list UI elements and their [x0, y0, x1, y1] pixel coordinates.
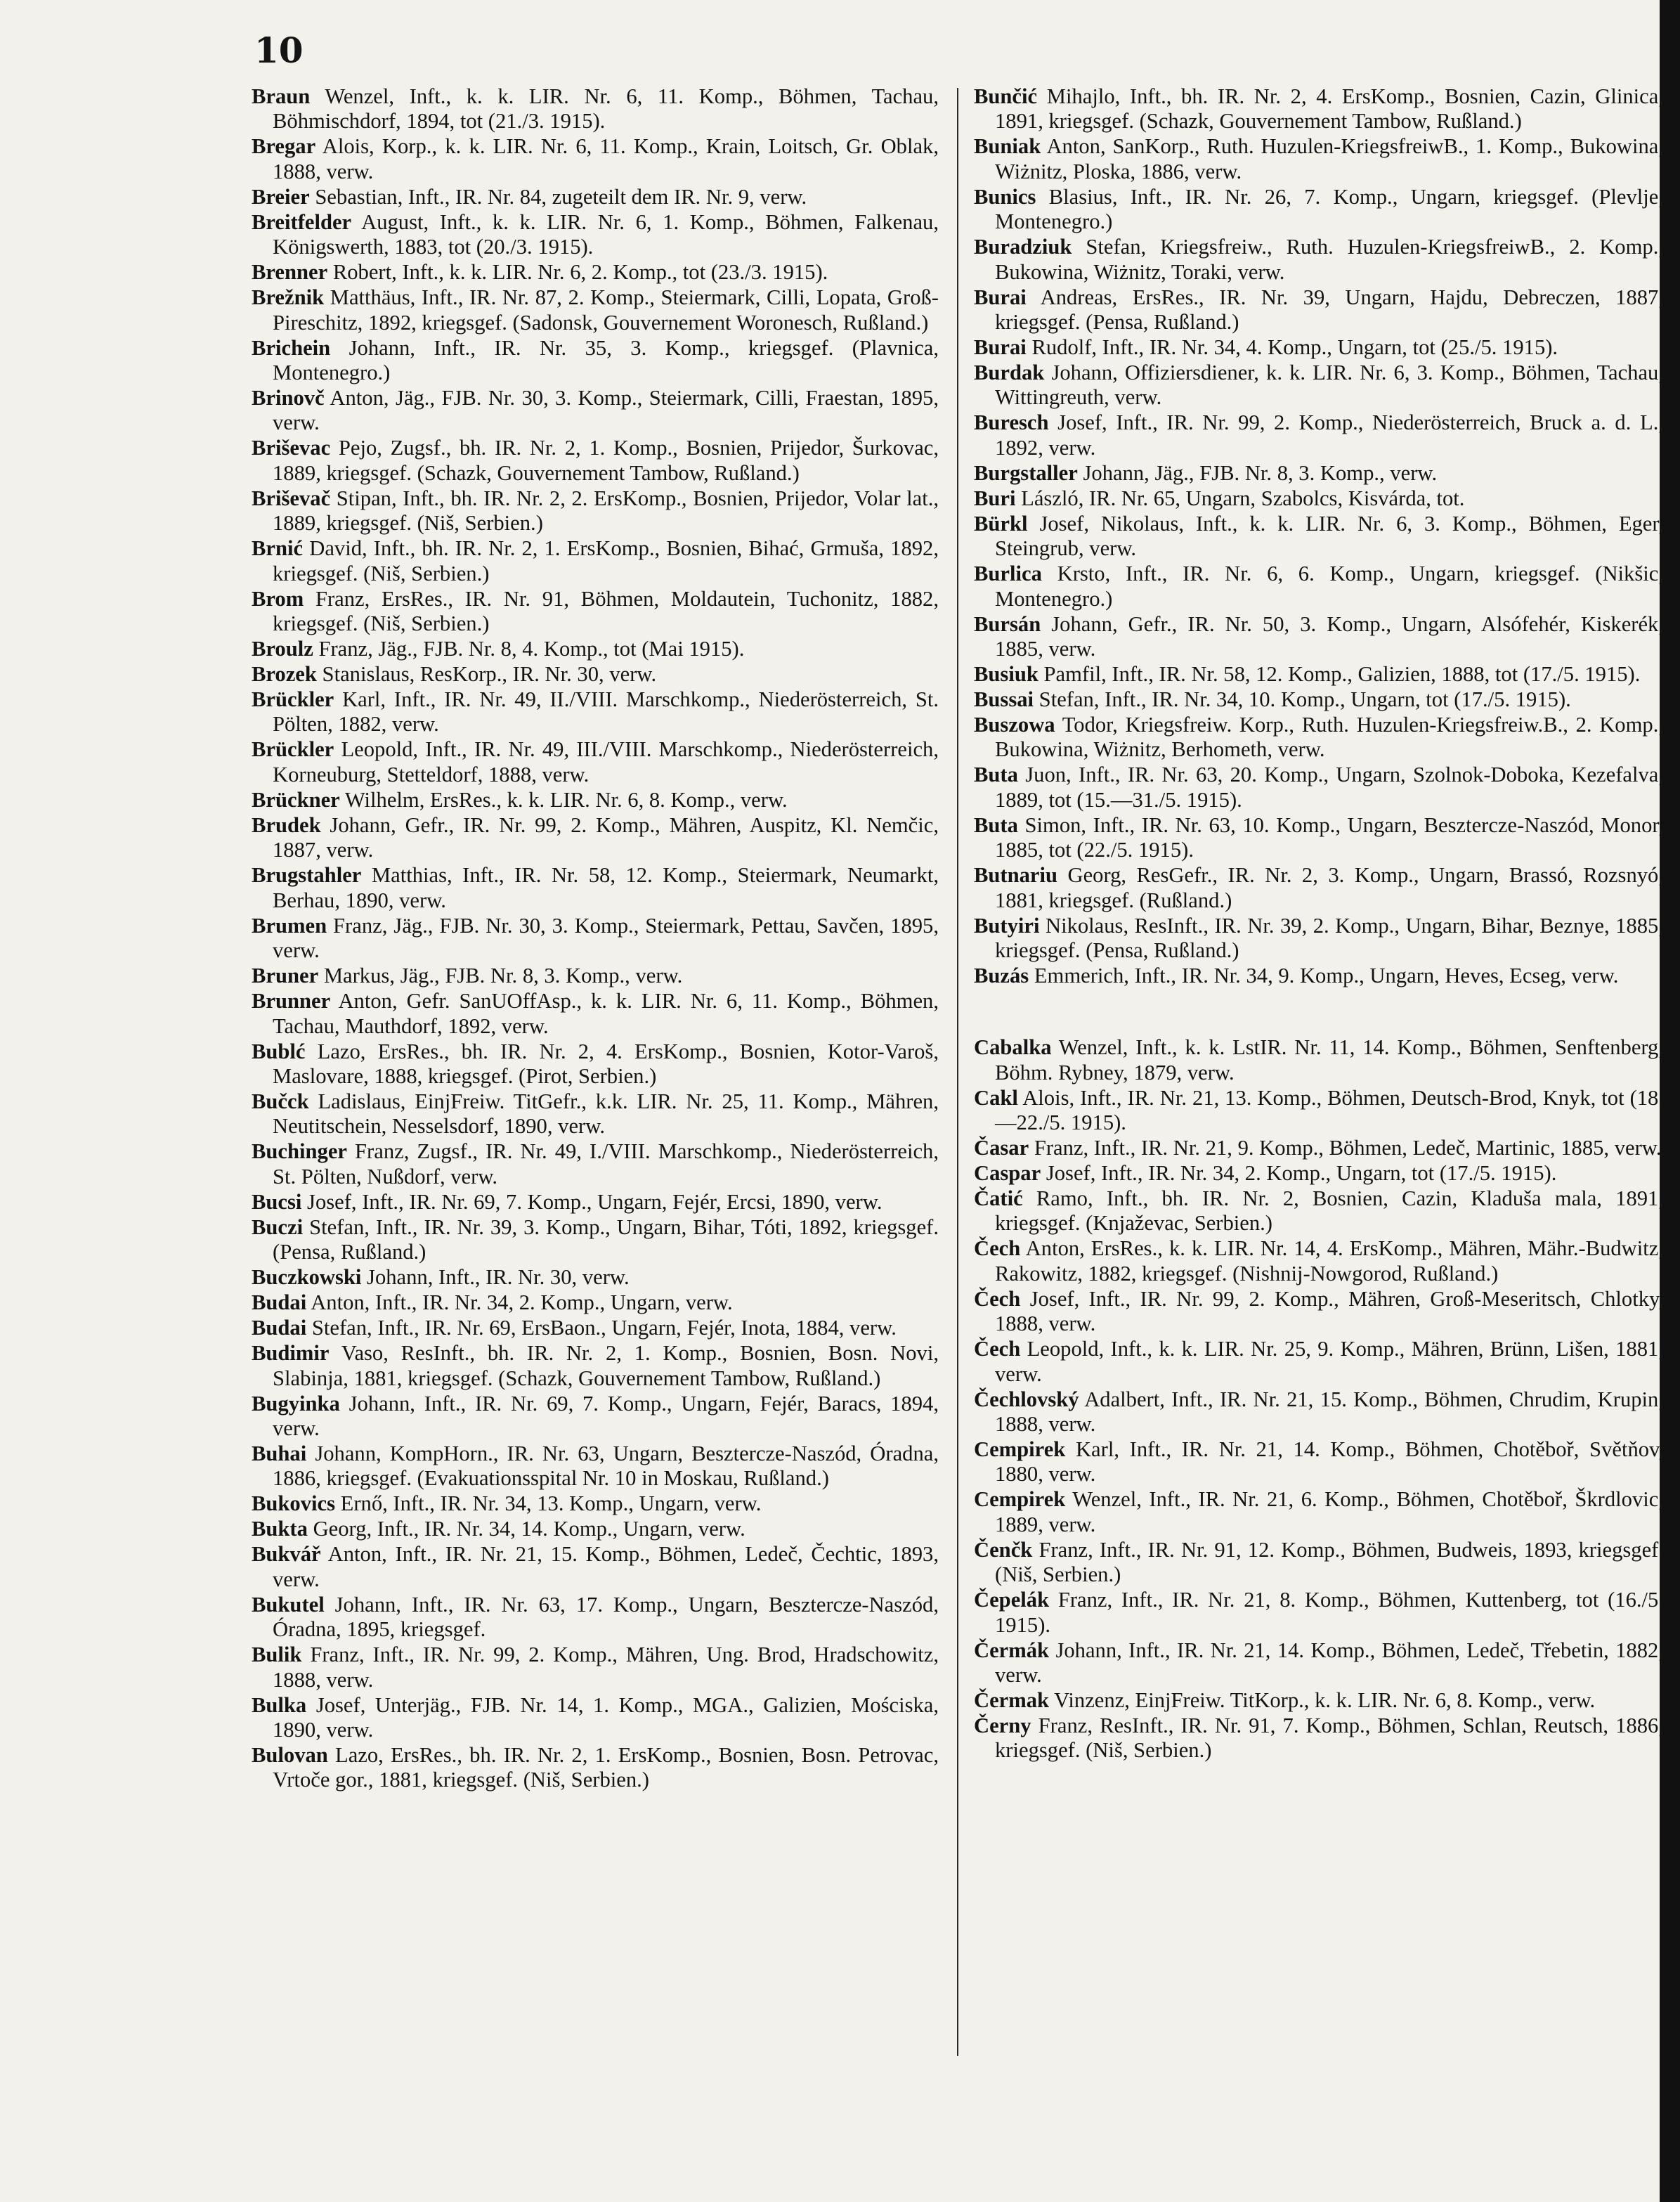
- entry-surname: Bürkl: [974, 511, 1028, 536]
- entry-details: Stefan, Kriegsfreiw., Ruth. Huzulen-KriegsfreiwB., 2. Komp., Bukowina, Wiżnitz, Toraki, verw.: [995, 235, 1664, 284]
- entry-surname: Bulka: [252, 1692, 307, 1717]
- entry-details: Simon, Inft., IR. Nr. 63, 10. Komp., Ungarn, Besztercze-Naszód, Monor, 1885, tot (22./5. 1915).: [995, 812, 1664, 862]
- register-entry: [252, 1089, 939, 1139]
- register-entry: [252, 260, 939, 285]
- register-entry: [252, 1139, 939, 1189]
- register-entry: [252, 788, 939, 812]
- entry-details: Stefan, Inft., IR. Nr. 69, ErsBaon., Ungarn, Fejér, Inota, 1884, verw.: [306, 1316, 897, 1340]
- register-entry: [252, 1290, 939, 1315]
- register-entry: [974, 763, 1664, 812]
- entry-surname: Čepelák: [974, 1588, 1050, 1612]
- section-gap: [974, 989, 1664, 1035]
- entry-details: Johann, Inft., IR. Nr. 69, 7. Komp., Ungarn, Fejér, Baracs, 1894, verw.: [273, 1391, 939, 1440]
- register-entry: [252, 1542, 939, 1592]
- entry-surname: Budai: [252, 1290, 307, 1315]
- entry-surname: Brunner: [252, 989, 331, 1013]
- register-entry: [252, 1643, 939, 1692]
- entry-surname: Burdak: [974, 361, 1045, 385]
- entry-details: Johann, Inft., IR. Nr. 21, 14. Komp., Böhmen, Ledeč, Třebetin, 1882, verw.: [995, 1638, 1664, 1687]
- entry-details: Nikolaus, ResInft., IR. Nr. 39, 2. Komp., Ungarn, Bihar, Beznye, 1885, kriegsgef. (Pensa, Rußland.): [995, 913, 1664, 963]
- register-entry: [974, 562, 1664, 611]
- c-entries-block: [974, 1035, 1664, 1763]
- register-entry: [252, 1341, 939, 1391]
- register-entry: [974, 612, 1664, 662]
- register-entry: [974, 687, 1664, 712]
- entry-surname: Cakl: [974, 1085, 1018, 1110]
- entry-details: Franz, Inft., IR. Nr. 21, 9. Komp., Böhmen, Ledeč, Martinic, 1885, verw.: [1029, 1135, 1662, 1160]
- entry-details: Andreas, ErsRes., IR. Nr. 39, Ungarn, Hajdu, Debreczen, 1887, kriegsgef. (Pensa, Rußland.): [995, 285, 1664, 335]
- entry-surname: Bucsi: [252, 1189, 302, 1214]
- entry-details: Wilhelm, ErsRes., k. k. LIR. Nr. 6, 8. Komp., verw.: [339, 787, 788, 812]
- register-entry: [974, 1688, 1664, 1713]
- entry-details: Juon, Inft., IR. Nr. 63, 20. Komp., Ungarn, Szolnok-Doboka, Kezefalva, 1889, tot (15.—31./5. 1915).: [995, 763, 1664, 812]
- entry-surname: Caspar: [974, 1160, 1041, 1185]
- register-entry: [252, 1316, 939, 1340]
- entry-details: Alois, Korp., k. k. LIR. Nr. 6, 11. Komp., Krain, Loitsch, Gr. Oblak, 1888, verw.: [273, 134, 939, 183]
- entry-details: Anton, SanKorp., Ruth. Huzulen-KriegsfreiwB., 1. Komp., Bukowina, Wiżnitz, Ploska, 1886, verw.: [995, 134, 1664, 183]
- entry-details: Mihajlo, Inft., bh. IR. Nr. 2, 4. ErsKomp., Bosnien, Cazin, Glinica, 1891, kriegsgef. (Schazk, Gouvernement Tambow, Rußland.): [995, 84, 1664, 134]
- entry-surname: Briševac: [252, 436, 331, 460]
- entry-details: Franz, Inft., IR. Nr. 21, 8. Komp., Böhmen, Kuttenberg, tot (16./5. 1915).: [995, 1588, 1664, 1637]
- entry-surname: Brenner: [252, 260, 328, 285]
- entry-details: Johann, KompHorn., IR. Nr. 63, Ungarn, Besztercze-Naszód, Óradna, 1886, kriegsgef. (Evakuationsspital Nr. 10 in Moskau, Rußland.): [273, 1441, 939, 1491]
- entry-details: Anton, Jäg., FJB. Nr. 30, 3. Komp., Steiermark, Cilli, Fraestan, 1895, verw.: [273, 386, 939, 435]
- entry-details: Josef, Nikolaus, Inft., k. k. LIR. Nr. 6, 3. Komp., Böhmen, Eger, Steingrub, verw.: [995, 511, 1664, 561]
- entry-details: Johann, Inft., IR. Nr. 30, verw.: [361, 1265, 630, 1290]
- entry-details: Josef, Inft., IR. Nr. 69, 7. Komp., Ungarn, Fejér, Ercsi, 1890, verw.: [301, 1189, 883, 1214]
- register-entry: [974, 1035, 1664, 1085]
- entry-details: Todor, Kriegsfreiw. Korp., Ruth. Huzulen-Kriegsfreiw.B., 2. Komp., Bukowina, Wiżnitz, Berhometh, verw.: [995, 713, 1664, 762]
- register-entry: [252, 134, 939, 184]
- entry-details: Vinzenz, EinjFreiw. TitKorp., k. k. LIR. Nr. 6, 8. Komp., verw.: [1049, 1688, 1596, 1712]
- entry-details: Lazo, ErsRes., bh. IR. Nr. 2, 4. ErsKomp., Bosnien, Kotor-Varoš, Maslovare, 1888, kriegsgef. (Pirot, Serbien.): [273, 1039, 939, 1088]
- entry-surname: Burgstaller: [974, 460, 1078, 485]
- entry-details: Pejo, Zugsf., bh. IR. Nr. 2, 1. Komp., Bosnien, Prijedor, Šurkovac, 1889, kriegsgef. (Schazk, Gouvernement Tambow, Rußland.): [273, 436, 939, 485]
- entry-details: Leopold, Inft., IR. Nr. 49, III./VIII. Marschkomp., Niederösterreich, Korneuburg, Stetteldorf, 1888, verw.: [273, 737, 939, 786]
- entry-surname: Briševač: [252, 486, 331, 510]
- entry-details: Johann, Gefr., IR. Nr. 50, 3. Komp., Ungarn, Alsófehér, Kiskerék, 1885, verw.: [995, 611, 1664, 661]
- entry-surname: Brückler: [252, 687, 334, 712]
- entry-surname: Bussai: [974, 687, 1034, 712]
- register-entry: [974, 1337, 1664, 1387]
- entry-surname: Buchinger: [252, 1139, 347, 1164]
- register-entry: [974, 235, 1664, 285]
- register-entry: [974, 713, 1664, 763]
- entry-details: Vaso, ResInft., bh. IR. Nr. 2, 1. Komp., Bosnien, Bosn. Novi, Slabinja, 1881, kriegsgef. (Schazk, Gouvernement Tambow, Rußland.): [273, 1341, 939, 1390]
- register-entry: [974, 813, 1664, 863]
- entry-surname: Buczkowski: [252, 1265, 362, 1290]
- register-entry: [252, 1593, 939, 1643]
- entry-surname: Čech: [974, 1236, 1021, 1261]
- entry-surname: Brom: [252, 586, 304, 611]
- entry-details: Karl, Inft., IR. Nr. 49, II./VIII. Marschkomp., Niederösterreich, St. Pölten, 1882, verw.: [273, 687, 939, 737]
- entry-surname: Bulovan: [252, 1742, 328, 1767]
- register-entry: [252, 285, 939, 335]
- register-entry: [974, 914, 1664, 964]
- entry-surname: Buniak: [974, 134, 1041, 159]
- entry-details: Emmerich, Inft., IR. Nr. 34, 9. Komp., Ungarn, Heves, Ecseg, verw.: [1029, 964, 1619, 988]
- entry-surname: Černy: [974, 1713, 1031, 1737]
- register-entry: [974, 486, 1664, 511]
- entry-details: David, Inft., bh. IR. Nr. 2, 1. ErsKomp., Bosnien, Bihać, Grmuša, 1892, kriegsgef. (Niš, Serbien.): [273, 536, 939, 585]
- entry-surname: Brückler: [252, 737, 334, 762]
- register-entry: [252, 687, 939, 737]
- entry-surname: Brudek: [252, 812, 321, 837]
- entry-surname: Bregar: [252, 134, 316, 159]
- register-entry: [974, 1287, 1664, 1337]
- entry-details: Matthias, Inft., IR. Nr. 58, 12. Komp., Steiermark, Neumarkt, Berhau, 1890, verw.: [273, 863, 939, 912]
- entry-details: Stanislaus, ResKorp., IR. Nr. 30, verw.: [316, 662, 657, 687]
- entry-details: Stefan, Inft., IR. Nr. 39, 3. Komp., Ungarn, Bihar, Tóti, 1892, kriegsgef. (Pensa, Rußland.): [273, 1215, 939, 1264]
- register-entry: [974, 1588, 1664, 1638]
- register-entry: [252, 1265, 939, 1290]
- entry-details: Josef, Inft., IR. Nr. 34, 2. Komp., Ungarn, tot (17./5. 1915).: [1041, 1160, 1557, 1185]
- register-entry: [252, 813, 939, 863]
- entry-surname: Busiuk: [974, 662, 1038, 687]
- entry-details: Leopold, Inft., k. k. LIR. Nr. 25, 9. Komp., Mähren, Brünn, Lišen, 1881, verw.: [995, 1337, 1664, 1386]
- entry-details: Matthäus, Inft., IR. Nr. 87, 2. Komp., Steiermark, Cilli, Lopata, Groß-Pireschitz, 1892, kriegsgef. (Sadonsk, Gouvernement Woronesch, Rußland.): [273, 285, 939, 335]
- entry-details: Franz, Zugsf., IR. Nr. 49, I./VIII. Marschkomp., Niederösterreich, St. Pölten, Nußdorf, verw.: [273, 1139, 939, 1189]
- entry-surname: Čech: [974, 1337, 1021, 1361]
- entry-surname: Bursán: [974, 611, 1041, 636]
- entry-surname: Časar: [974, 1135, 1029, 1160]
- register-entry: [974, 662, 1664, 687]
- register-entry: [252, 486, 939, 536]
- entry-surname: Breitfelder: [252, 209, 352, 234]
- entry-surname: Bublć: [252, 1039, 306, 1063]
- register-entry: [974, 1136, 1664, 1160]
- register-entry: [252, 84, 939, 134]
- entry-surname: Budai: [252, 1316, 307, 1340]
- left-column: [252, 84, 939, 1793]
- entry-surname: Buszowa: [974, 713, 1055, 737]
- register-entry: [974, 863, 1664, 913]
- register-entry: [974, 410, 1664, 460]
- entry-details: Ladislaus, EinjFreiw. TitGefr., k.k. LIR. Nr. 25, 11. Komp., Mähren, Neutitschein, Nesselsdorf, 1890, verw.: [273, 1089, 939, 1139]
- entry-details: Anton, Gefr. SanUOffAsp., k. k. LIR. Nr. 6, 11. Komp., Böhmen, Tachau, Mauthdorf, 1892, verw.: [273, 989, 939, 1038]
- register-entry: [252, 185, 939, 209]
- entry-details: Ernő, Inft., IR. Nr. 34, 13. Komp., Ungarn, verw.: [335, 1491, 762, 1516]
- entry-details: Johann, Jäg., FJB. Nr. 8, 3. Komp., verw.: [1077, 460, 1438, 485]
- entry-details: Markus, Jäg., FJB. Nr. 8, 3. Komp., verw.: [318, 964, 683, 988]
- entry-details: Wenzel, Inft., k. k. LIR. Nr. 6, 11. Komp., Böhmen, Tachau, Böhmischdorf, 1894, tot (21./3. 1915).: [273, 84, 939, 134]
- entry-surname: Budimir: [252, 1341, 330, 1366]
- register-entry: [974, 84, 1664, 134]
- entry-surname: Buta: [974, 763, 1018, 787]
- entry-details: Franz, Jäg., FJB. Nr. 30, 3. Komp., Steiermark, Pettau, Savčen, 1895, verw.: [273, 913, 939, 963]
- entry-surname: Brumen: [252, 913, 327, 938]
- entry-details: Johann, Inft., IR. Nr. 35, 3. Komp., kriegsgef. (Plavnica, Montenegro.): [273, 335, 939, 385]
- entry-details: Georg, ResGefr., IR. Nr. 2, 3. Komp., Ungarn, Brassó, Rozsnyó, 1881, kriegsgef. (Rußland.): [995, 863, 1664, 912]
- entry-surname: Čech: [974, 1286, 1021, 1311]
- entry-surname: Bulik: [252, 1643, 302, 1667]
- entry-details: Ramo, Inft., bh. IR. Nr. 2, Bosnien, Cazin, Kladuša mala, 1891, kriegsgef. (Knjaževac, Serbien.): [995, 1186, 1664, 1236]
- entry-details: Stipan, Inft., bh. IR. Nr. 2, 2. ErsKomp., Bosnien, Prijedor, Volar lat., 1889, kriegsgef. (Niš, Serbien.): [273, 486, 939, 536]
- register-entry: [974, 1236, 1664, 1286]
- register-entry: [974, 285, 1664, 335]
- entry-surname: Brugstahler: [252, 863, 362, 888]
- entry-surname: Buradziuk: [974, 235, 1072, 259]
- entry-details: László, IR. Nr. 65, Ungarn, Szabolcs, Kisvárda, tot.: [1015, 486, 1465, 510]
- entry-surname: Bukovics: [252, 1491, 336, 1516]
- entry-surname: Bučck: [252, 1089, 309, 1113]
- register-entry: [974, 1186, 1664, 1236]
- entry-surname: Brnić: [252, 536, 304, 561]
- register-entry: [252, 1442, 939, 1491]
- entry-details: Lazo, ErsRes., bh. IR. Nr. 2, 1. ErsKomp., Bosnien, Bosn. Petrovac, Vrtoče gor., 1881, kriegsgef. (Niš, Serbien.): [273, 1742, 939, 1792]
- entry-surname: Broulz: [252, 637, 313, 661]
- entry-details: Josef, Inft., IR. Nr. 99, 2. Komp., Mähren, Groß-Meseritsch, Chlotky, 1888, verw.: [995, 1286, 1664, 1336]
- entry-surname: Cabalka: [974, 1035, 1052, 1060]
- register-entry: [252, 1392, 939, 1442]
- entry-surname: Bunčić: [974, 84, 1038, 108]
- entry-surname: Buta: [974, 812, 1018, 837]
- register-entry: [252, 662, 939, 687]
- right-column: [974, 84, 1664, 1763]
- entry-details: Franz, ErsRes., IR. Nr. 91, Böhmen, Moldautein, Tuchonitz, 1882, kriegsgef. (Niš, Serbien.): [273, 586, 939, 636]
- register-entry: [252, 1743, 939, 1793]
- entry-surname: Brozek: [252, 662, 317, 687]
- register-entry: [252, 436, 939, 486]
- register-entry: [252, 863, 939, 913]
- entry-details: Georg, Inft., IR. Nr. 34, 14. Komp., Ungarn, verw.: [307, 1517, 745, 1541]
- entry-details: Alois, Inft., IR. Nr. 21, 13. Komp., Böhmen, Deutsch-Brod, Knyk, tot (18.—22./5. 1915).: [995, 1085, 1664, 1134]
- entry-surname: Burai: [974, 335, 1027, 360]
- register-entry: [974, 512, 1664, 562]
- entry-details: Franz, Inft., IR. Nr. 91, 12. Komp., Böhmen, Budweis, 1893, kriegsgef. (Niš, Serbien.): [995, 1537, 1664, 1587]
- entry-surname: Burlica: [974, 562, 1042, 586]
- entry-surname: Brückner: [252, 787, 340, 812]
- register-entry: [252, 914, 939, 964]
- register-entry: [252, 1517, 939, 1541]
- register-entry: [252, 210, 939, 260]
- entry-surname: Cempirek: [974, 1487, 1066, 1512]
- entry-surname: Buresch: [974, 410, 1049, 435]
- register-entry: [252, 964, 939, 988]
- entry-details: Rudolf, Inft., IR. Nr. 34, 4. Komp., Ungarn, tot (25./5. 1915).: [1026, 335, 1558, 360]
- entry-surname: Braun: [252, 84, 311, 108]
- entry-surname: Bukta: [252, 1517, 308, 1541]
- entry-details: Sebastian, Inft., IR. Nr. 84, zugeteilt dem IR. Nr. 9, verw.: [309, 184, 807, 209]
- entry-surname: Bukutel: [252, 1592, 325, 1617]
- entry-details: Wenzel, Inft., IR. Nr. 21, 6. Komp., Böhmen, Chotěboř, Škrdlovic, 1889, verw.: [995, 1487, 1664, 1536]
- register-entry: [252, 737, 939, 787]
- entry-details: Wenzel, Inft., k. k. LstIR. Nr. 11, 14. Komp., Böhmen, Senftenberg, Böhm. Rybney, 1879, verw.: [995, 1035, 1664, 1084]
- entry-details: Anton, ErsRes., k. k. LIR. Nr. 14, 4. ErsKomp., Mähren, Mähr.-Budwitz, Rakowitz, 1882, kriegsgef. (Nishnij-Nowgorod, Rußland.): [995, 1236, 1664, 1285]
- register-entry: [974, 1638, 1664, 1688]
- entry-details: Blasius, Inft., IR. Nr. 26, 7. Komp., Ungarn, kriegsgef. (Plevlje, Montenegro.): [995, 184, 1664, 234]
- entry-surname: Bunics: [974, 184, 1036, 209]
- entry-details: Franz, Jäg., FJB. Nr. 8, 4. Komp., tot (Mai 1915).: [313, 637, 745, 661]
- entry-surname: Čermak: [974, 1688, 1050, 1712]
- register-entry: [252, 386, 939, 436]
- entry-details: Johann, Gefr., IR. Nr. 99, 2. Komp., Mähren, Auspitz, Kl. Nemčic, 1887, verw.: [273, 812, 939, 862]
- entry-details: Franz, ResInft., IR. Nr. 91, 7. Komp., Böhmen, Schlan, Reutsch, 1886, kriegsgef. (Niš, Serbien.): [995, 1713, 1664, 1763]
- register-entry: [974, 361, 1664, 410]
- entry-details: Krsto, Inft., IR. Nr. 6, 6. Komp., Ungarn, kriegsgef. (Nikšic, Montenegro.): [995, 562, 1664, 611]
- register-entry: [974, 1387, 1664, 1437]
- entry-surname: Čatić: [974, 1186, 1023, 1210]
- entry-surname: Butnariu: [974, 863, 1058, 888]
- entry-surname: Čermák: [974, 1638, 1050, 1662]
- entry-surname: Buzás: [974, 964, 1029, 988]
- register-entry: [252, 336, 939, 386]
- column-divider: [957, 88, 958, 2056]
- entry-surname: Buczi: [252, 1215, 304, 1239]
- register-entry: [252, 989, 939, 1039]
- entry-surname: Butyiri: [974, 913, 1040, 938]
- entry-details: Franz, Inft., IR. Nr. 99, 2. Komp., Mähren, Ung. Brod, Hradschowitz, 1888, verw.: [273, 1643, 939, 1692]
- entry-surname: Čechlovský: [974, 1387, 1079, 1411]
- entry-surname: Buhai: [252, 1441, 307, 1465]
- register-entry: [974, 1487, 1664, 1537]
- register-entry: [974, 1161, 1664, 1186]
- entry-surname: Bukvář: [252, 1542, 321, 1567]
- entry-details: Adalbert, Inft., IR. Nr. 21, 15. Komp., Böhmen, Chrudim, Krupin, 1888, verw.: [995, 1387, 1664, 1436]
- entry-details: Josef, Inft., IR. Nr. 99, 2. Komp., Niederösterreich, Bruck a. d. L., 1892, verw.: [995, 410, 1664, 460]
- entry-details: Johann, Offiziersdiener, k. k. LIR. Nr. 6, 3. Komp., Böhmen, Tachau, Wittingreuth, verw.: [995, 361, 1664, 410]
- entry-details: Stefan, Inft., IR. Nr. 34, 10. Komp., Ungarn, tot (17./5. 1915).: [1034, 687, 1571, 712]
- entry-surname: Bugyinka: [252, 1391, 340, 1416]
- register-entry: [974, 1437, 1664, 1487]
- register-entry: [252, 1215, 939, 1265]
- entry-surname: Čenčk: [974, 1537, 1033, 1562]
- register-entry: [252, 1040, 939, 1089]
- register-entry: [974, 1538, 1664, 1588]
- entry-surname: Brichein: [252, 335, 331, 360]
- entry-details: Johann, Inft., IR. Nr. 63, 17. Komp., Ungarn, Besztercze-Naszód, Óradna, 1895, kriegsgef.: [273, 1592, 939, 1642]
- register-entry: [252, 587, 939, 637]
- register-entry: [974, 461, 1664, 486]
- register-entry: [974, 335, 1664, 360]
- register-entry: [252, 536, 939, 586]
- entry-details: Pamfil, Inft., IR. Nr. 58, 12. Komp., Galizien, 1888, tot (17./5. 1915).: [1038, 662, 1641, 687]
- register-entry: [974, 964, 1664, 988]
- register-entry: [252, 1491, 939, 1516]
- register-entry: [974, 1086, 1664, 1136]
- page-number: 10: [254, 30, 304, 71]
- register-entry: [974, 1714, 1664, 1763]
- entry-surname: Cempirek: [974, 1437, 1066, 1461]
- entry-details: Karl, Inft., IR. Nr. 21, 14. Komp., Böhmen, Chotěboř, Světňov, 1880, verw.: [995, 1437, 1664, 1487]
- register-entry: [252, 637, 939, 661]
- entry-surname: Buri: [974, 486, 1016, 510]
- entry-details: Anton, Inft., IR. Nr. 34, 2. Komp., Ungarn, verw.: [306, 1290, 733, 1315]
- entry-surname: Burai: [974, 285, 1027, 309]
- register-entry: [252, 1693, 939, 1743]
- entry-surname: Brinovč: [252, 386, 325, 410]
- entry-details: Anton, Inft., IR. Nr. 21, 15. Komp., Böhmen, Ledeč, Čechtic, 1893, verw.: [273, 1542, 939, 1591]
- entry-details: Robert, Inft., k. k. LIR. Nr. 6, 2. Komp., tot (23./3. 1915).: [327, 260, 828, 285]
- register-entry: [252, 1190, 939, 1215]
- entry-surname: Brežnik: [252, 285, 325, 310]
- register-entry: [974, 134, 1664, 184]
- entry-surname: Breier: [252, 184, 310, 209]
- entry-details: Josef, Unterjäg., FJB. Nr. 14, 1. Komp., MGA., Galizien, Mościska, 1890, verw.: [273, 1692, 939, 1742]
- entry-surname: Bruner: [252, 964, 319, 988]
- entry-details: August, Inft., k. k. LIR. Nr. 6, 1. Komp., Böhmen, Falkenau, Königswerth, 1883, tot (20./3. 1915).: [273, 209, 939, 259]
- register-entry: [974, 185, 1664, 235]
- b-entries-block: [974, 84, 1664, 989]
